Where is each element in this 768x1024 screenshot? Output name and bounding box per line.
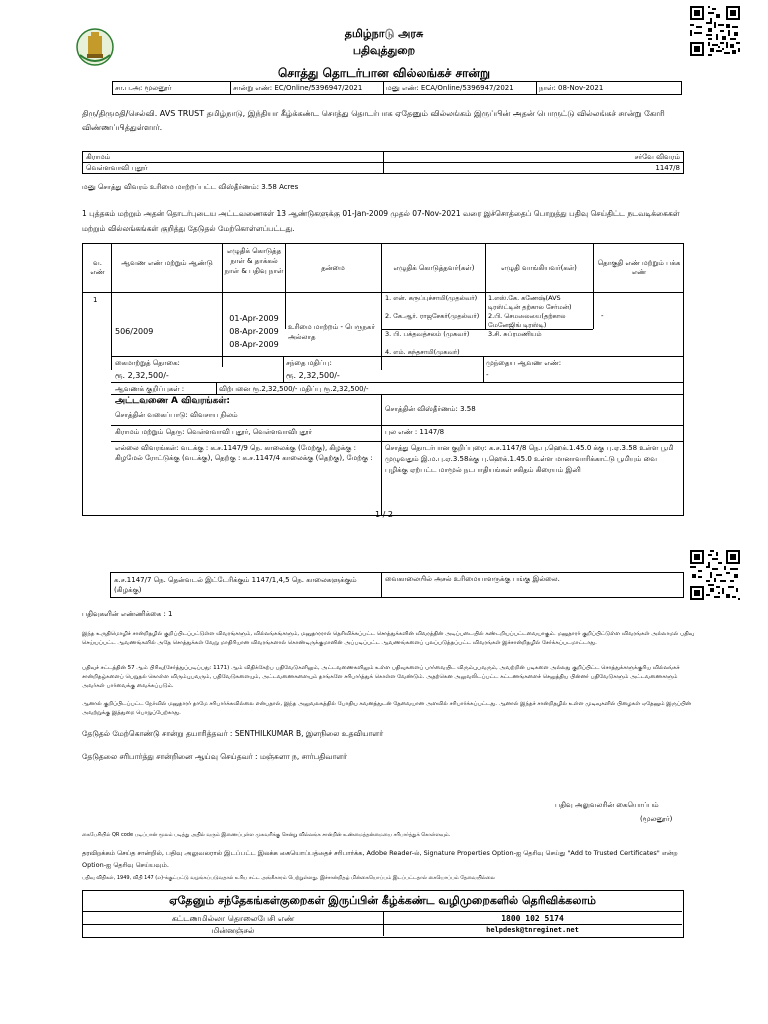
sro-label: சா.ப.அ: மூலனூர் xyxy=(115,84,172,92)
col-volume: தொகுதி எண் மற்றும் பக்க எண் xyxy=(597,259,681,276)
remarks-continued: வைகாலையில் அசல் உரிமையாளருக்கு பங்கு இல்லை. xyxy=(385,575,560,583)
verified-by: தேடுதலை சரிபார்த்து சான்றினை ஆய்வு செய்தவர் : மஞ்சுளா ந, சார்பதிவாளர் xyxy=(82,752,348,761)
tollfree-number: 1800 102 5174 xyxy=(501,914,564,923)
market-value-label: சந்தை மதிப்பு: xyxy=(286,359,332,367)
document-number: 506/2009 xyxy=(115,327,154,336)
note-3: ஆனால் குறிப்பிடப்பட்ட நேர்வில் மனுதாரர் தாமே சரிபார்க்கவில்லை என்பதால், இந்த அலுவலகத்தில் போதிய கவனத்துடன் தேவையான அளவில் சரிபார்க்கப்பட்டது. ஆனால் இந்தச் சான்றிதழில் உள்ள முடிவுகளில் பிழைகள் ஏதேனும் இருப்பின் அவற்றுக்கு இத்துறை பொறுப்பேற்காது. xyxy=(82,701,692,716)
boundary-details: எல்லை விவரங்கள்: வடக்கு : க.ச.1147/9 நெ. காலைக்கு (மேற்கு), கிழக்கு : கிழமேல் ரோட்டுக்கு (வடக்கு), தெற்கு : க.ச.1147/4 காலைக்கு (தெற்கு), மேற்கு : xyxy=(115,444,373,462)
village-table xyxy=(82,151,684,174)
executant-3: 3. பி. பக்தவத்சலம் (முகவர்) xyxy=(385,330,470,338)
info-row xyxy=(112,81,682,95)
property-extent: சொத்தின் விஸ்தீர்ணம்: 3.58 xyxy=(385,405,476,413)
date-executed: 01-Apr-2009 xyxy=(229,314,279,323)
claimant-2: 2.பி. செமலையை(தற்கால மேனேஜிங் டிரஸ்டி) xyxy=(488,312,566,329)
property-remarks: சொத்து தொடர்பான குறிப்புரை: க.ச.1147/8 நெ.பு.ஹெக்.1.45.0 க்கு பு.ஏ.3.58 உள்ள பூமி முழுவதும் இ.ம.பு.ஏ.3.58க்கு பு.ஹெக்.1.45.0 உள்ள மானாவாரிக்காட்டு பூமியும் வை புழிக்கு ஏற்பட்ட மாமூல் நடபாதியங்கள் சகிதம் கிரையம் இனி xyxy=(385,444,674,474)
claimant-1: 1.எஸ்.கே. கணேஷ்(AVS டிரஸ்ட்டின் தற்கால சேர்மன்) xyxy=(488,294,572,311)
help-title: ஏதேனும் சந்தேகங்கள்குறைகள் இருப்பின் கீழ்க்கண்ட வழிமுறைகளில் தெரிவிக்கலாம் xyxy=(169,894,596,907)
note-1: இந்த உருதிமொழிச் சான்றிதழில் குறிப்பிடப்பட்டுள்ள விவரங்களும், வில்லங்கங்களும், மனுதாரரால் தெரிவிக்கப்பட்ட சொத்துக்களின் விவரத்தின் அடிப்படையில் கண்டறியப்பட்டவையாகும். மனுதாரர் குறிப்பிட்டுள்ள விவரங்கள் அல்லாமல் பதிவு செய்யப்பட்ட ஆவணங்களில் அதே சொத்துக்கள் வேறு மாதிரியான விவரங்களால் கொண்டிருக்குமானின் அப்படிப்பட்ட ஆவணங்களைப் புலப்படுத்தப்பட்ட விவரங்கள் இச்சான்றிதழில் சேர்க்கப்படமாட்டாது. xyxy=(82,631,694,646)
village-name: வெள்ளவாவி புதூர் xyxy=(86,164,148,172)
certificate-title: சொத்து தொடர்பான வில்லங்கச் சான்று xyxy=(277,66,491,80)
officer-office: (மூலனூர்) xyxy=(640,815,673,823)
executant-2: 2. கே.ஆர். ராஜசேகர்(முதல்வர்) xyxy=(385,312,480,320)
transaction-nature: உரிமை மாற்றம் - பெருநகர் அல்லாத xyxy=(288,323,376,341)
claimant-3: 3.சி. சுப்ரமணியம் xyxy=(488,330,542,338)
note-2: பதிவுச் சட்டத்தின் 57 ஆம் பிரிவு(சேர்த்துப்படிப்பது: 1171) ஆம் விதிக்கேற்ப பதிவேடுகளிலும், அட்டவணைகளிலும் உள்ள பதிவுகளைப் பார்வையிட விரும்புபவரும், அவற்றின் படிகளை அல்லது குறிப்பிட்ட சொத்துக்களுக்குரிய வில்லங்கச் சான்றிதழ்களைப் பெறுதல் கொள்ள விரும்புபவரும், பதிவேடுகளையும், அட்டவணைகளையும் தாங்களே சரிபார்த்துக் கொள்ள வேண்டும். அதற்கென அலுவலிடப்பட்ட கட்டணங்களைச் செலுத்திய பின்னர் பதிவேடுகளும் அட்டவணைகளும் அவர்கள் பார்வைக்கு வைக்கப்படும். xyxy=(82,665,680,689)
page-number: 1 / 2 xyxy=(375,510,393,519)
intro-paragraph: திரு/திருமதி/செல்வி. AVS TRUST தமிழ்நாடு, இந்தியா கீழ்க்கண்ட சொத்து தொடர்பாக ஏதேனும் வில்லங்கம் இருப்பின் அதன் பொருட்டு வில்லங்கச் சான்று கோரி விண்ணப்பித்துள்ளார். xyxy=(82,109,665,132)
col-document: ஆவண எண் மற்றும் ஆண்டு xyxy=(121,259,213,267)
header-government: தமிழ்நாடு அரசு xyxy=(344,27,424,40)
col-dates: எழுதிக் கொடுத்த நாள் & தாக்கல் நாள் & பதிவு நாள் xyxy=(224,247,284,275)
property-type: சொத்தின் வகைப்பாடு: விவசாய நிலம் xyxy=(115,411,238,419)
prepared-by: தேடுதல் மேற்கொண்டு சான்று தயாரித்தவர் : SENTHILKUMAR B, இளநிலை உதவியாளர் xyxy=(82,729,384,738)
legal-rule-note: பதிவு விதிகள், 1949, விதி 147 (எ)-க்குட்பட்டு வழங்கப்படுவதால் உரிய சட்ட அங்கீகாரம் பெற்றுள்ளது. இச்சான்றிதழ் மின்கையொப்பம் இடப்பட்டதால் கையொப்பம் தேவையில்லை xyxy=(82,875,495,881)
officer-signature-label: பதிவு அலுவலரின் கையொப்பம் xyxy=(555,801,659,809)
village-street: கிராமம் மற்றும் தெரு: வெள்ளவாவி புதூர், வெள்ளவாவிபுதூர் xyxy=(115,428,313,436)
prev-doc-value: - xyxy=(486,371,489,379)
date-presented: 08-Apr-2009 xyxy=(229,327,279,336)
certificate-number: சான்று எண்: EC/Online/5396947/2021 xyxy=(233,84,363,92)
encumbrance-table xyxy=(82,243,684,516)
col-claimants: எழுதி வாங்கியவர்(கள்) xyxy=(501,264,577,272)
col-serial: வ. எண் xyxy=(90,259,105,276)
village-header: கிராமம் xyxy=(86,153,111,161)
market-value: ரூ. 2,32,500/- xyxy=(286,371,340,380)
qr-code-page2 xyxy=(690,550,740,600)
prev-doc-label: முந்தைய ஆவண எண்: xyxy=(486,359,562,367)
boundary-continued: க.ச.1147/7 நெ. தென்வடல் இட்டேரிக்கும் 1147/1,4,5 நெ. காலைகளுக்கும் (கிழக்கு) xyxy=(114,576,357,594)
entries-count: பதிவுகளின் எண்ணிக்கை : 1 xyxy=(82,610,173,618)
doc-remarks-label: ஆவணக் குறிப்புகள் : xyxy=(115,385,185,393)
qr-verification-note: கைபேசியில் QR code படிப்பான் மூலம் படித்து அதில் வரும் இணைப்புள்ள முகவரிக்கு சென்று வில்லங்க சான்றின் உண்மைத்தன்மையை சரிபார்த்துக் கொள்ளவும். xyxy=(82,832,451,838)
extent-line: மனு சொத்து விவரம் உரிமை மாற்றப்பட்ட விஸ்தீர்ணம்: 3.58 Acres xyxy=(82,183,299,191)
volume-page: - xyxy=(601,312,604,320)
survey-number: 1147/8 xyxy=(655,164,680,172)
application-number: மனு எண்: ECA/Online/5396947/2021 xyxy=(386,84,514,92)
date-registered: 08-Apr-2009 xyxy=(229,340,279,349)
certificate-date: நாள்: 08-Nov-2021 xyxy=(539,84,604,92)
consideration-value: ரூ. 2,32,500/- xyxy=(115,371,169,380)
tollfree-label: கட்டணமில்லா தொலைபேசி எண் xyxy=(171,914,295,923)
schedule-survey-no: புல எண் : 1147/8 xyxy=(385,428,445,436)
executant-1: 1. என். கருப்புச்சாமி(முதல்வர்) xyxy=(385,294,478,302)
help-table xyxy=(82,890,684,938)
help-email[interactable]: helpdesk@tnreginet.net xyxy=(486,926,579,934)
schedule-title: அட்டவணை A விவரங்கள்: xyxy=(115,396,231,406)
email-label: மின்னஞ்சல் xyxy=(211,926,255,935)
col-nature: தன்மை xyxy=(321,264,345,272)
executant-4: 4. எம். கந்தசாமி(முகவர்) xyxy=(385,348,460,356)
continued-table xyxy=(110,572,684,598)
digital-signature-note: தரவிறக்கம் செய்த சான்றில், பதிவு அலுவலரால் இடப்பட்ட இலக்க கையொப்பத்தைச் சரிபார்க்க, Adobe Reader-ல், Signature Properties Option-ஐ தெரிவு செய்து "Add to Trusted Certificates" என்ற Option-ஐ தெரிவு செய்யவும். xyxy=(82,849,678,869)
row-serial: 1 xyxy=(93,296,98,304)
doc-remarks: விற்பனை ரூ.2,32,500/- மதிப்பு ரூ.2,32,500/- xyxy=(219,385,369,393)
survey-header: சர்வே விவரம் xyxy=(634,153,680,161)
search-period: 1 புத்தகம் மற்றும் அதன் தொடர்புடைய அட்டவணைகள் 13 ஆண்டுகளுக்கு 01-Jan-2009 முதல் 07-Nov-2021 வரை இச்சொத்தைப் பொறுத்து பதிவு செய்திட்ட நடவடிக்கைகள் மற்றும் வில்லங்கங்கள் குறித்து தேடுதல் மேற்கொள்ளப்பட்டது. xyxy=(82,209,680,233)
consideration-label: கைமாற்றுத் தொகை: xyxy=(115,359,180,367)
header-department: பதிவுத்துறை xyxy=(352,44,416,57)
col-executants: எழுதிக் கொடுத்தவர்(கள்) xyxy=(393,264,475,272)
